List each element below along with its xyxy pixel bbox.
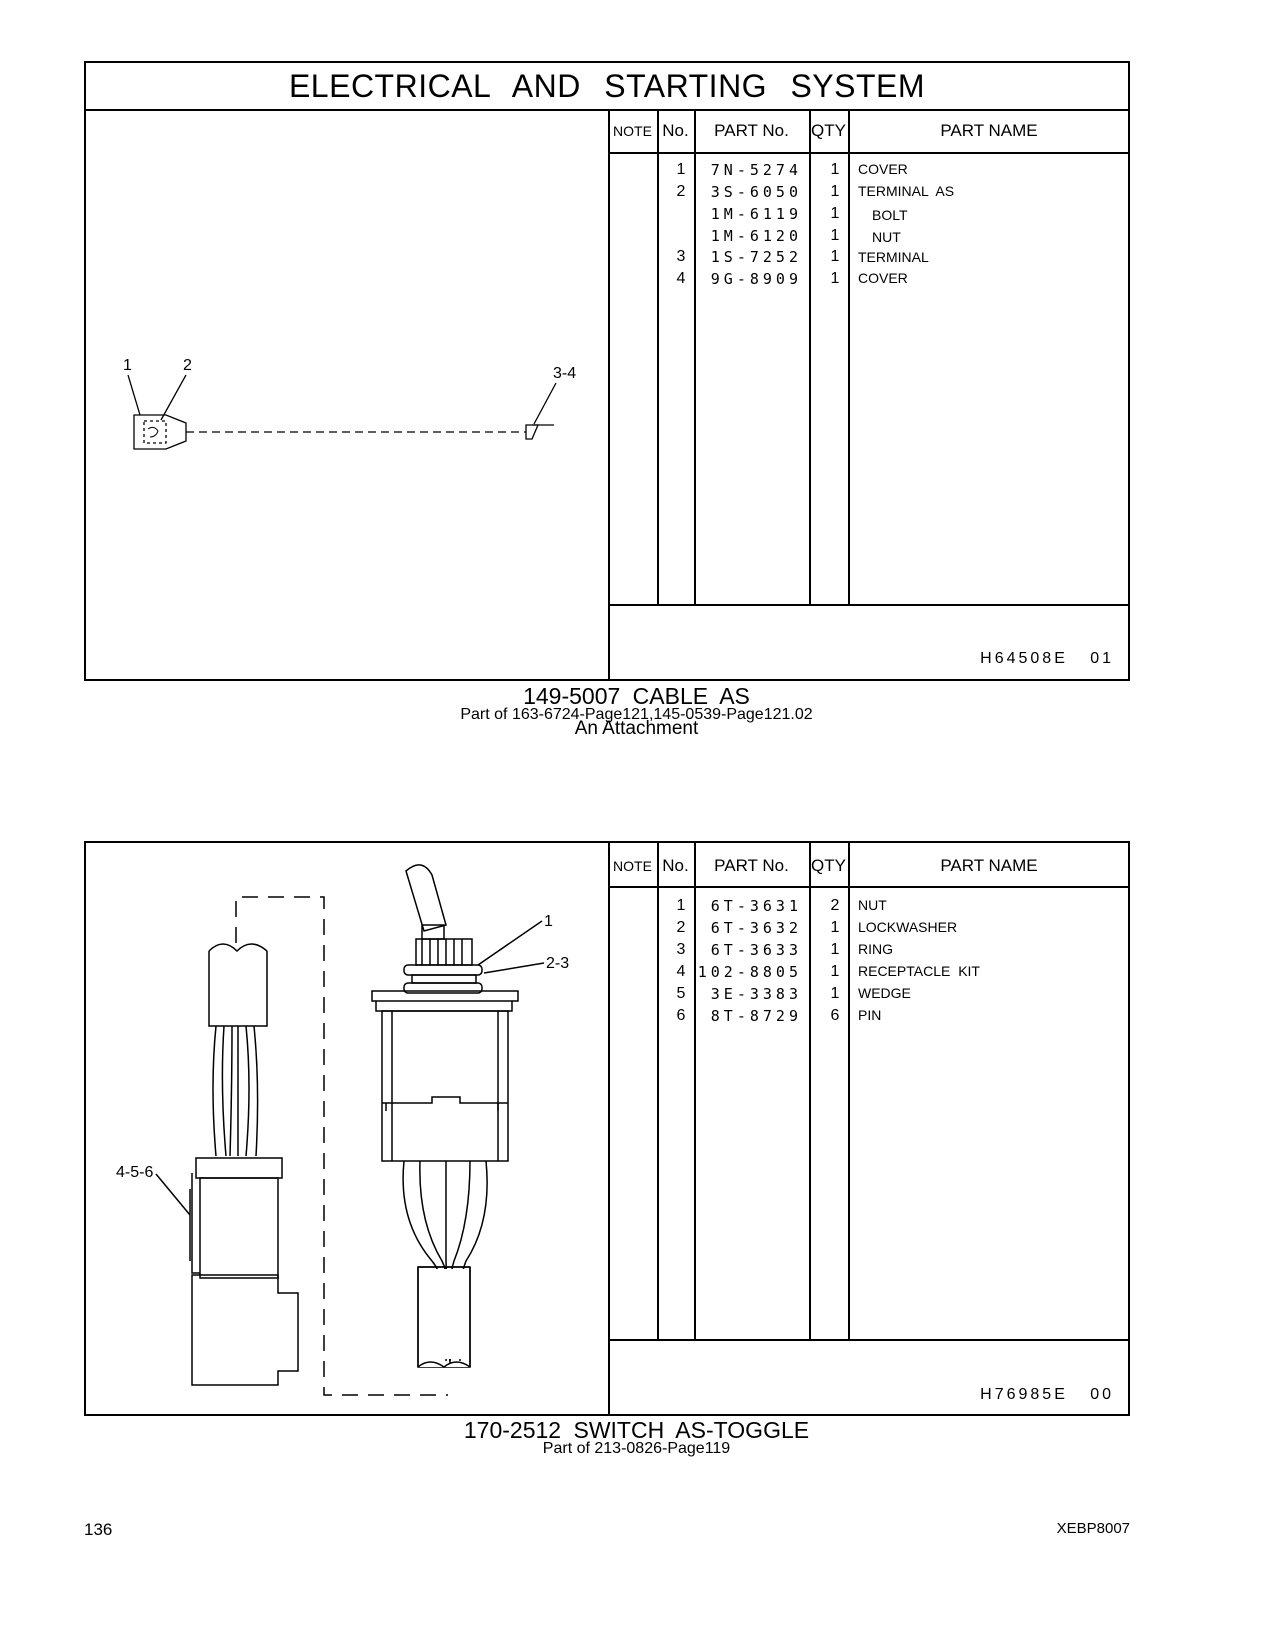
row-part-no: 7N-5274 — [710, 161, 802, 179]
col-header-part-name: PART NAME — [940, 856, 1038, 875]
table-divider — [608, 843, 610, 1416]
row-qty: 1 — [830, 248, 840, 265]
row-qty: 1 — [830, 985, 840, 1002]
page-number: 136 — [84, 1520, 113, 1539]
row-part-name: RING — [858, 941, 893, 957]
row-no: 4 — [676, 270, 686, 287]
callout-1: 1 — [123, 357, 132, 374]
row-part-no: 1M-6119 — [710, 205, 802, 223]
row-part-no: 8T-8729 — [710, 1007, 802, 1025]
callout-2: 2 — [183, 357, 192, 374]
toggle-switch-diagram — [86, 843, 606, 1415]
row-qty: 2 — [830, 897, 840, 914]
parts-panel-cable — [84, 61, 1130, 681]
col-line — [809, 843, 811, 1340]
col-line — [657, 109, 659, 605]
col-line — [694, 843, 696, 1340]
row-no: 6 — [676, 1007, 686, 1024]
illustration-ref: H76985E 00 — [980, 1386, 1114, 1403]
row-no: 1 — [676, 161, 686, 178]
row-part-no: 9G-8909 — [710, 270, 802, 288]
col-header-no: No. — [662, 121, 689, 140]
row-qty: 6 — [830, 1007, 840, 1024]
document-code: XEBP8007 — [1056, 1520, 1130, 1537]
row-no: 3 — [676, 248, 686, 265]
row-part-no: 6T-3631 — [710, 897, 802, 915]
col-header-qty: QTY — [811, 856, 846, 875]
row-part-name: LOCKWASHER — [858, 919, 958, 935]
row-part-name: PIN — [858, 1007, 882, 1023]
col-line — [657, 843, 659, 1340]
row-qty: 1 — [830, 205, 840, 222]
row-no: 2 — [676, 919, 686, 936]
header-rule — [608, 152, 1128, 154]
row-qty: 1 — [830, 919, 840, 936]
row-no: 4 — [676, 963, 686, 980]
row-qty: 1 — [830, 963, 840, 980]
col-line — [809, 109, 811, 605]
col-line — [848, 843, 850, 1340]
row-part-name: RECEPTACLE KIT — [858, 963, 980, 979]
col-header-no: No. — [662, 856, 689, 875]
row-part-name: COVER — [858, 161, 908, 177]
row-part-name: BOLT — [872, 207, 908, 223]
illustration-ref: H64508E 01 — [980, 650, 1114, 667]
table-bottom-rule — [608, 1339, 1128, 1341]
col-header-note: NOTE — [613, 858, 652, 874]
row-no: 3 — [676, 941, 686, 958]
row-no: 1 — [676, 897, 686, 914]
col-header-qty: QTY — [811, 121, 846, 140]
col-header-part-no: PART No. — [714, 121, 789, 140]
col-line — [848, 109, 850, 605]
row-qty: 1 — [830, 183, 840, 200]
row-part-name: COVER — [858, 270, 908, 286]
caption-title-switch: 170-2512 SWITCH AS-TOGGLE — [463, 1417, 810, 1443]
row-part-no: 1M-6120 — [710, 227, 802, 245]
row-part-no: 6T-3632 — [710, 919, 802, 937]
row-no: 5 — [676, 985, 686, 1002]
row-part-no: 1S-7252 — [710, 248, 802, 266]
row-qty: 1 — [830, 270, 840, 287]
caption-sub-switch: Part of 213-0826-Page119 — [542, 1440, 731, 1457]
col-line — [694, 109, 696, 605]
table-divider — [608, 109, 610, 681]
row-part-name: TERMINAL — [858, 249, 929, 265]
row-part-name: WEDGE — [858, 985, 911, 1001]
col-header-part-name: PART NAME — [940, 121, 1038, 140]
row-part-name: NUT — [872, 229, 901, 245]
row-qty: 1 — [830, 227, 840, 244]
callout-3-4: 3-4 — [553, 365, 577, 382]
caption-note-cable: An Attachment — [574, 718, 699, 739]
parts-panel-switch — [84, 841, 1130, 1416]
row-part-no: 3E-3383 — [710, 985, 802, 1003]
caption-sub-cable: Part of 163-6724-Page121,145-0539-Page121.02 — [460, 706, 813, 723]
callout-1: 1 — [544, 913, 553, 930]
row-part-no: 3S-6050 — [710, 183, 802, 201]
cable-diagram — [86, 63, 606, 623]
row-qty: 1 — [830, 941, 840, 958]
row-part-name: TERMINAL AS — [858, 183, 955, 199]
row-part-no: 102-8805 — [697, 963, 802, 981]
callout-4-5-6: 4-5-6 — [116, 1164, 154, 1181]
row-qty: 1 — [830, 161, 840, 178]
callout-2-3: 2-3 — [546, 955, 570, 972]
row-no: 2 — [676, 183, 686, 200]
caption-title-cable: 149-5007 CABLE AS — [523, 683, 750, 709]
row-part-name: NUT — [858, 897, 887, 913]
page-title: ELECTRICAL AND STARTING SYSTEM — [86, 63, 1128, 111]
table-bottom-rule — [608, 604, 1128, 606]
col-header-part-no: PART No. — [714, 856, 789, 875]
row-part-no: 6T-3633 — [710, 941, 802, 959]
col-header-note: NOTE — [613, 123, 652, 139]
header-rule — [608, 886, 1128, 888]
